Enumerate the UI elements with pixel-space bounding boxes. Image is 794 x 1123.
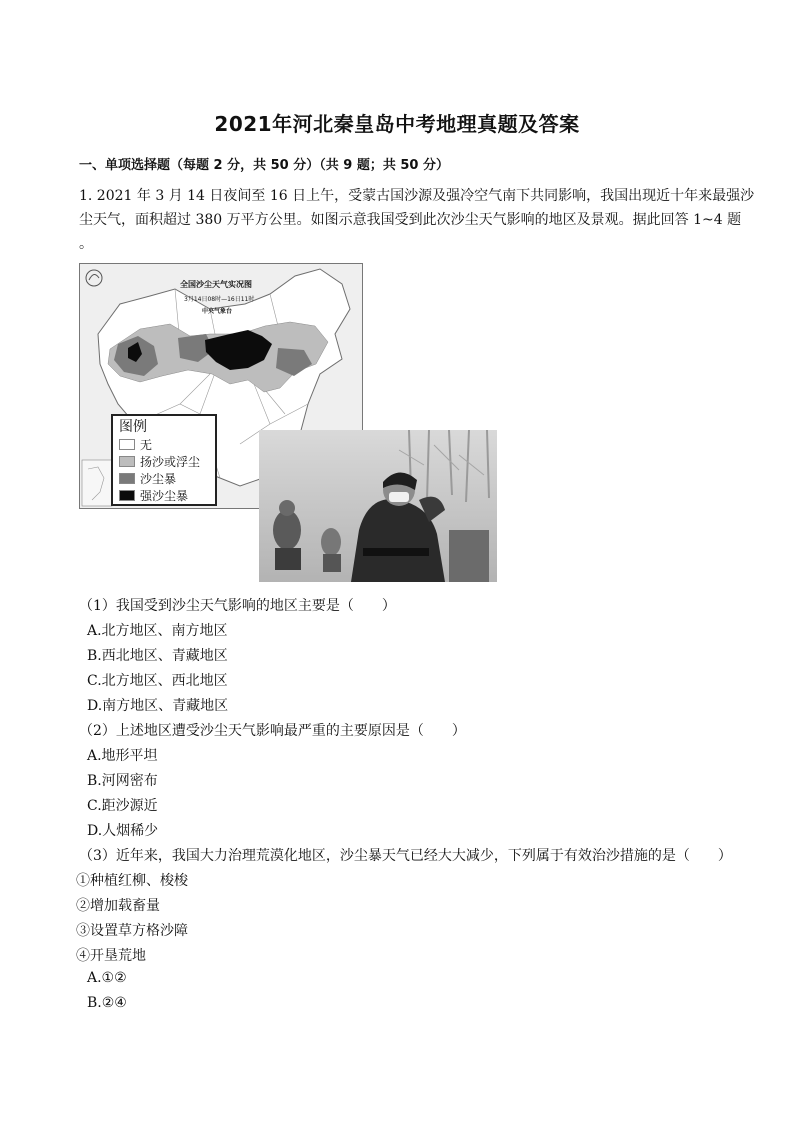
- legend-title: 图例: [119, 419, 147, 435]
- map-legend: [111, 414, 217, 506]
- legend-item: [119, 453, 209, 470]
- question-1-option-c: C.北方地区、西北地区: [87, 673, 228, 689]
- question-1-option-a: A.北方地区、南方地区: [87, 623, 228, 639]
- legend-swatch-sandstorm: [119, 473, 135, 484]
- question-2-option-c: C.距沙源近: [87, 798, 158, 814]
- question-1-stem: （1）我国受到沙尘天气影响的地区主要是（ ）: [79, 598, 396, 614]
- dust-scene-photo: [259, 430, 497, 582]
- document-title: 2021年河北秦皇岛中考地理真题及答案: [214, 112, 580, 136]
- section-header: 一、单项选择题（每题 2 分，共 50 分）（共 9 题；共 50 分）: [79, 158, 449, 173]
- question-3-stem: （3）近年来，我国大力治理荒漠化地区，沙尘暴天气已经大大减少，下列属于有效治沙措施的是（ ）: [79, 848, 732, 864]
- legend-swatch-dust: [119, 456, 135, 467]
- question-2-option-a: A.地形平坦: [87, 748, 158, 764]
- question-1-option-d: D.南方地区、青藏地区: [87, 698, 229, 714]
- legend-swatch-none: [119, 439, 135, 450]
- map-source: 中央气象台: [202, 308, 233, 315]
- legend-item: [119, 470, 209, 487]
- legend-item: [119, 487, 209, 504]
- legend-label: 沙尘暴: [140, 472, 177, 486]
- question-3-option-b: B.②④: [87, 995, 127, 1011]
- intro-line-1: 1. 2021 年 3 月 14 日夜间至 16 日上午，受蒙古国沙源及强冷空气南下共同影响，我国出现近十年来最强沙: [79, 188, 755, 204]
- question-3-item-3: ③设置草方格沙障: [76, 923, 188, 939]
- map-title: 全国沙尘天气实况图: [180, 280, 252, 289]
- intro-line-2: 尘天气，面积超过 380 万平方公里。如图示意我国受到此次沙尘天气影响的地区及景观。据此回答 1~4 题: [79, 212, 742, 228]
- question-intro: [79, 184, 755, 256]
- map-subtitle: 3月14日08时—16日11时: [184, 296, 255, 303]
- photo-drawing: [259, 430, 497, 582]
- legend-label: 扬沙或浮尘: [140, 455, 201, 469]
- question-2-option-b: B.河网密布: [87, 773, 158, 789]
- question-2-option-d: D.人烟稀少: [87, 823, 159, 839]
- question-2-stem: （2）上述地区遭受沙尘天气影响最严重的主要原因是（ ）: [79, 723, 466, 739]
- question-3-option-a: A.①②: [87, 970, 127, 986]
- legend-label: 强沙尘暴: [140, 489, 189, 503]
- question-3-item-2: ②增加载畜量: [76, 898, 160, 914]
- question-3-item-4: ④开垦荒地: [76, 948, 146, 964]
- legend-label: 无: [140, 438, 153, 452]
- question-3-item-1: ①种植红柳、梭梭: [76, 873, 188, 889]
- legend-swatch-strong-sandstorm: [119, 490, 135, 501]
- legend-item: [119, 436, 209, 453]
- question-1-option-b: B.西北地区、青藏地区: [87, 648, 228, 664]
- intro-line-3: 。: [79, 236, 93, 252]
